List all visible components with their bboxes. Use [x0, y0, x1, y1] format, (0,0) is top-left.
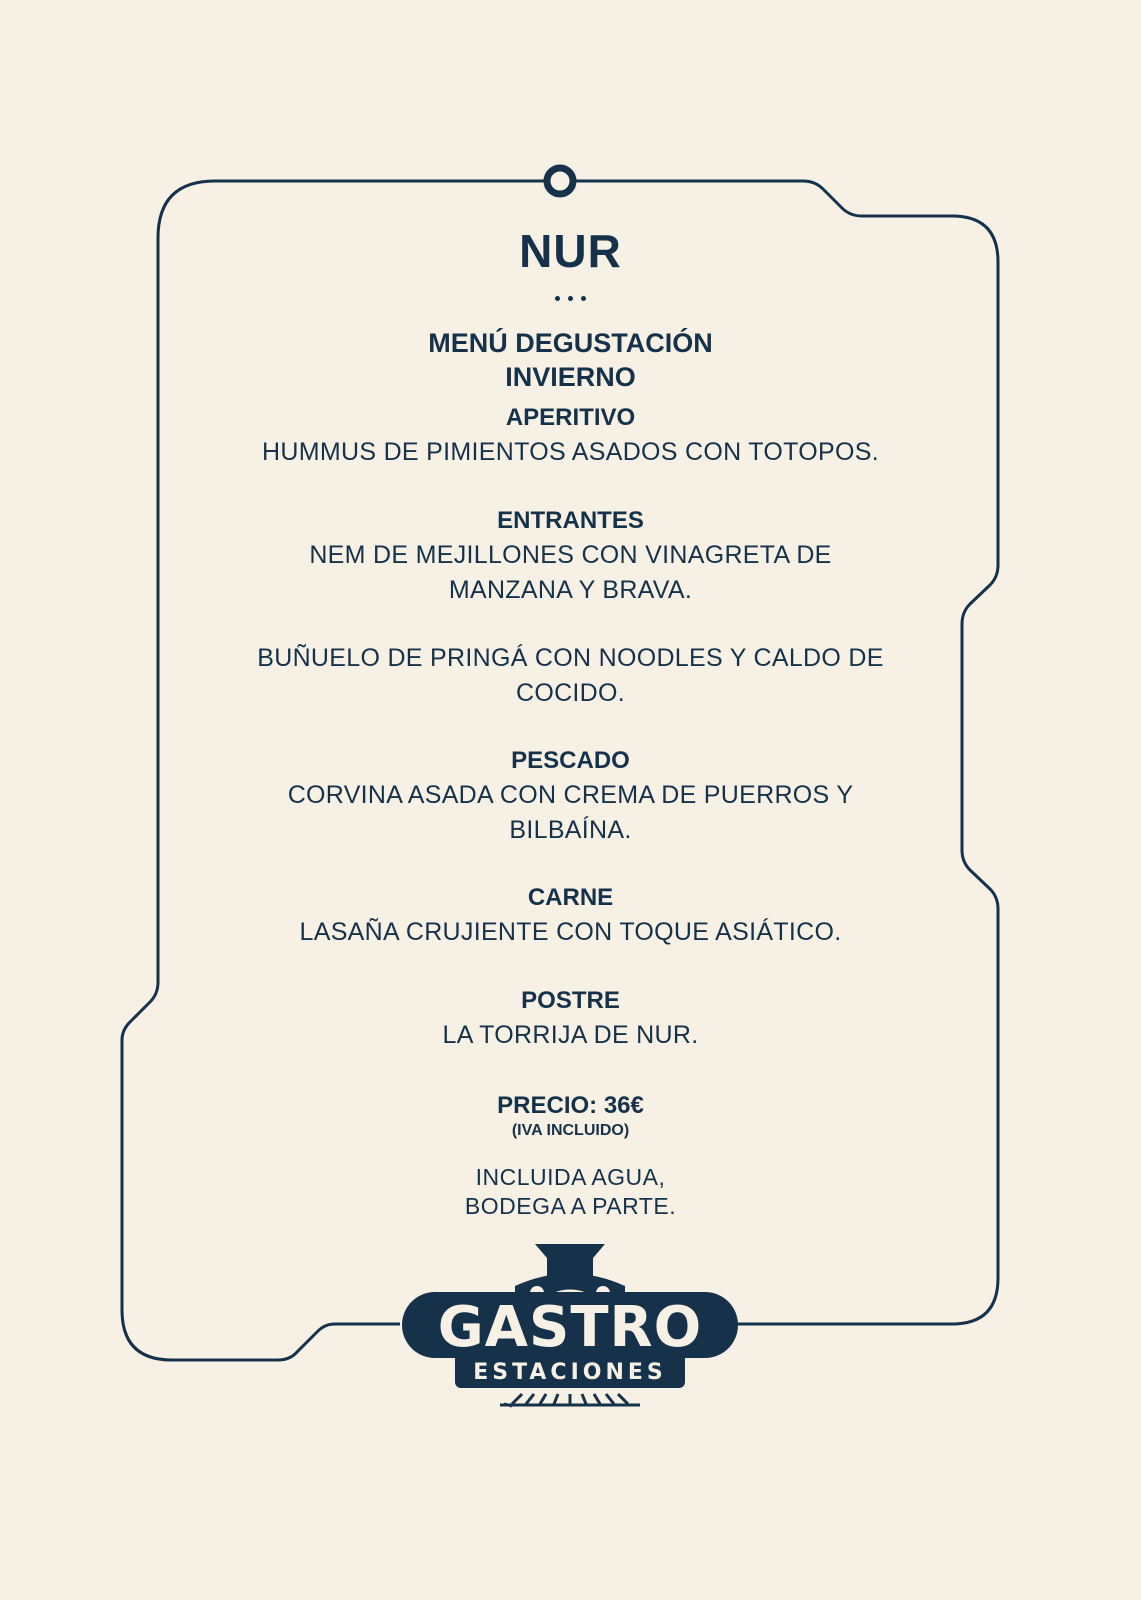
dish-text: CORVINA ASADA CON CREMA DE PUERROS Y	[287, 781, 854, 809]
section-heading-aperitivo: APERITIVO	[505, 404, 636, 431]
gastro-estaciones-logo	[400, 1236, 740, 1436]
section-heading-postre: POSTRE	[521, 987, 620, 1014]
dish-text: NEM DE MEJILLONES CON VINAGRETA DE	[309, 541, 832, 569]
logo-wordmark: GASTRO	[437, 1295, 703, 1360]
restaurant-name: NUR	[519, 225, 622, 277]
section-heading-entrantes: ENTRANTES	[497, 507, 644, 534]
dish-text: HUMMUS DE PIMIENTOS ASADOS CON TOTOPOS.	[262, 438, 879, 466]
dish-text: BUÑUELO DE PRINGÁ CON NOODLES Y CALDO DE	[257, 644, 884, 672]
tax-note: (IVA INCLUIDO)	[511, 1122, 630, 1139]
logo-subtitle: ESTACIONES	[473, 1360, 667, 1385]
dish-text: LA TORRIJA DE NUR.	[442, 1021, 699, 1049]
top-ring-icon	[547, 168, 573, 194]
menu-title: MENÚ DEGUSTACIÓN INVIERNO	[428, 328, 713, 392]
rail-tracks-icon	[500, 1394, 640, 1406]
drinks-note: INCLUIDA AGUA, BODEGA A PARTE.	[464, 1164, 677, 1219]
dish-text: BILBAÍNA.	[509, 816, 632, 844]
section-heading-carne: CARNE	[527, 884, 614, 911]
dish-text: MANZANA Y BRAVA.	[448, 576, 693, 604]
dish-text: LASAÑA CRUJIENTE CON TOQUE ASIÁTICO.	[299, 918, 842, 946]
dish-text: COCIDO.	[515, 679, 626, 707]
section-heading-pescado: PESCADO	[511, 747, 630, 774]
ellipsis-divider-icon	[0, 288, 1141, 302]
price: PRECIO: 36€	[497, 1092, 644, 1119]
